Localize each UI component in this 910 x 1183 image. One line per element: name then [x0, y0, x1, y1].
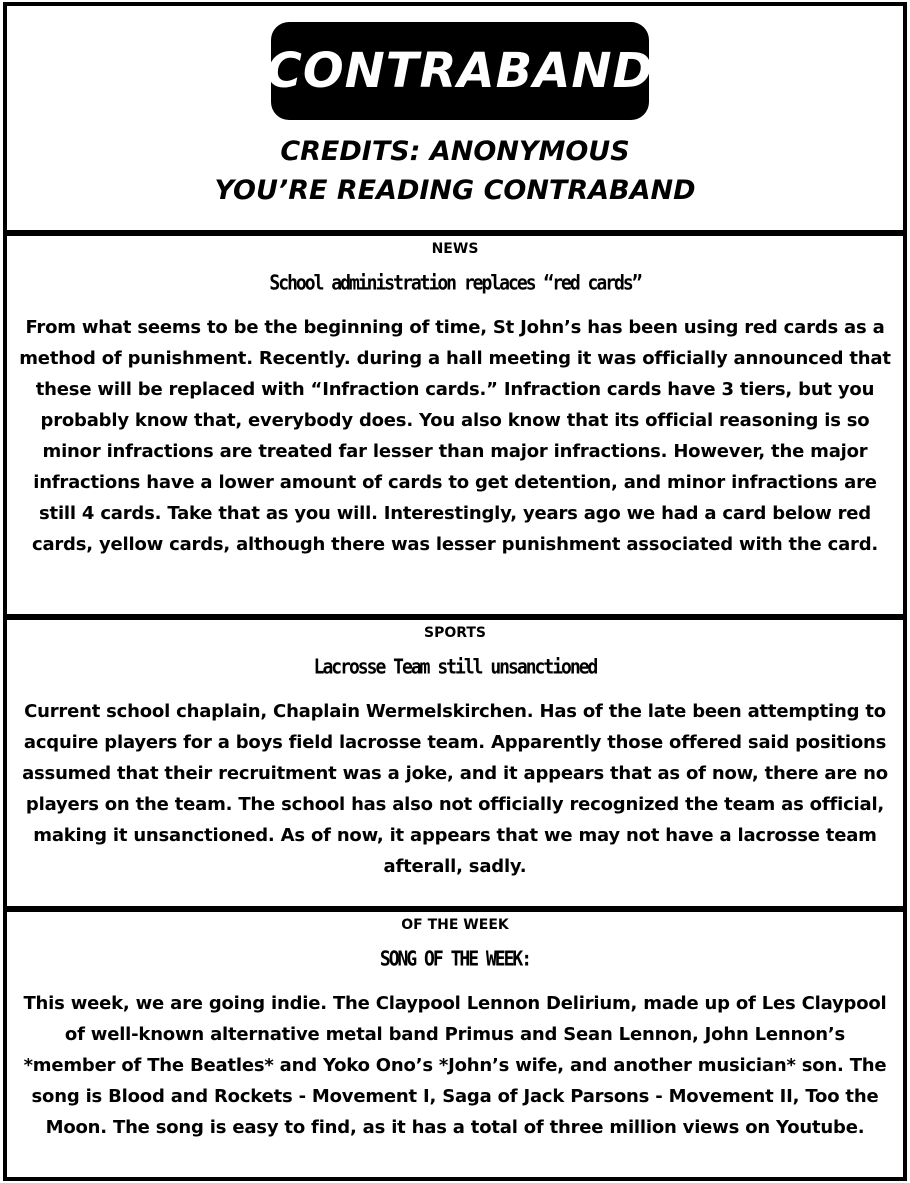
title-banner	[266, 22, 654, 120]
sports-article-panel	[3, 616, 907, 910]
sports-section-label: SPORTS	[423, 625, 487, 641]
masthead-panel	[3, 2, 907, 234]
news-headline: School administration replaces “red cards”	[269, 271, 641, 296]
song-of-week-panel	[3, 908, 907, 1181]
news-body: From what seems to be the beginning of time, St John’s has been using red cards as a method of punishment. Recently. during a hall meeting it was officially announced that these will be replaced with “Infraction cards.” Infraction cards have 3 tiers, but you probably know that, everybody does. You also know that its official reasoning is so minor infractions are treated far lesser than major infractions. However, the major infractions have a lower amount of cards to get detention, and minor infractions are still 4 cards. Take that as you will. Interestingly, years ago we had a card below red cards, yellow cards, although there was lesser punishment associated with the card.	[19, 317, 891, 555]
sports-body: Current school chaplain, Chaplain Wermelskirchen. Has of the late been attempting to acquire players for a boys field lacrosse team. Apparently those offered said positions assumed that their recruitment was a joke, and it appears that as of now, there are no players on the team. The school has also not officially recognized the team as official, making it unsanctioned. As of now, it appears that we may not have a lacrosse team afterall, sadly.	[22, 701, 888, 877]
news-section-label: NEWS	[431, 241, 479, 257]
song-body: This week, we are going indie. The Claypool Lennon Delirium, made up of Les Claypool of well-known alternative metal band Primus and Sean Lennon, John Lennon’s *member of The Beatles* and Yoko Ono’s *John’s wife, and another musician* son. The song is Blood and Rockets - Movement I, Saga of Jack Parsons - Movement II, Too the Moon. The song is easy to find, as it has a total of three million views on Youtube.	[23, 993, 887, 1138]
reading-line: YOU’RE READING CONTRABAND	[214, 175, 696, 206]
week-section-label: OF THE WEEK	[401, 917, 509, 933]
credits-line: CREDITS: ANONYMOUS	[280, 136, 630, 167]
sports-headline: Lacrosse Team still unsanctioned	[313, 655, 597, 680]
news-article-panel	[3, 232, 907, 618]
song-headline: SONG OF THE WEEK:	[379, 947, 531, 972]
newsletter-title: CONTRABAND	[266, 43, 654, 99]
